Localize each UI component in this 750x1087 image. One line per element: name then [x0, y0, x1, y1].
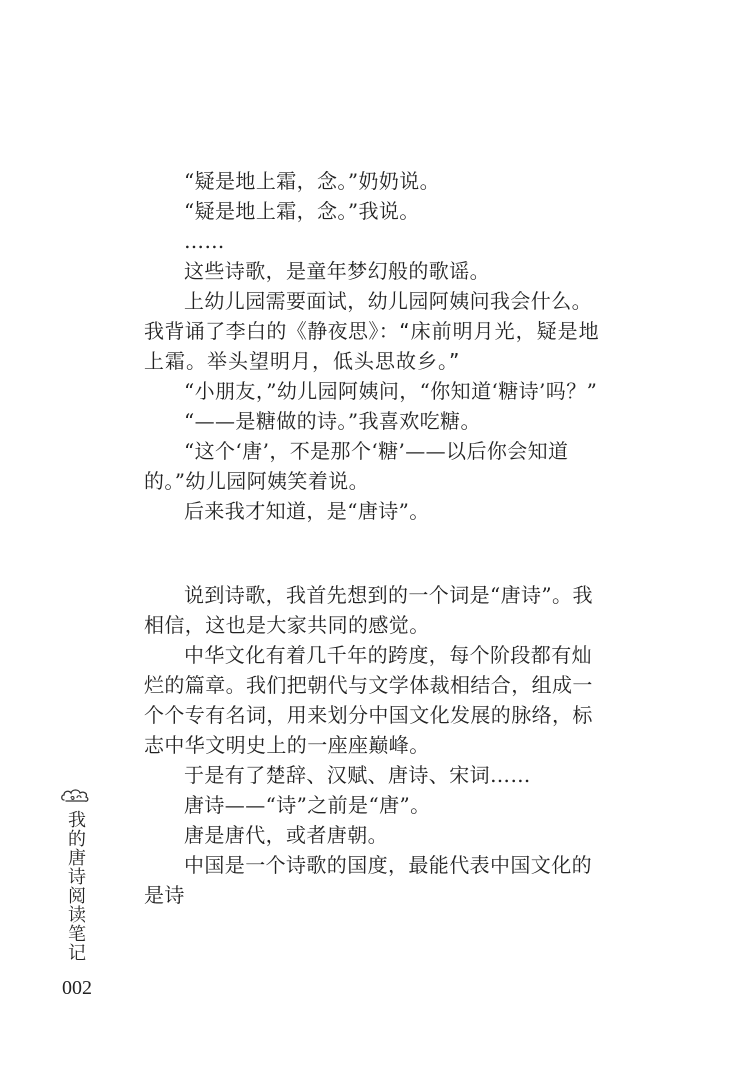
paragraph-with-poem [144, 286, 612, 376]
paragraph: “小朋友，”幼儿园阿姨问，“你知道‘糖诗’吗？” [184, 379, 598, 403]
paragraph: 后来我才知道，是“唐诗”。 [184, 499, 430, 523]
paragraph: 于是有了楚辞、汉赋、唐诗、宋词…… [184, 763, 531, 787]
page-number: 002 [62, 977, 92, 999]
paragraph: 唐诗——“诗”之前是“唐”。 [184, 793, 431, 817]
paragraph: “疑是地上霜，念。”我说。 [184, 199, 420, 223]
quoted-poem: “床前明月光，疑是地上霜。举头望明月，低头思故乡。” [144, 319, 600, 373]
paragraph: 中华文化有着几千年的跨度，每个阶段都有灿烂的篇章。我们把朝代与文学体裁相结合，组成一个个专有名词，用来划分中国文化发展的脉络，标志中华文明史上的一座座巅峰。 [144, 643, 593, 757]
paragraph: “疑是地上霜，念。”奶奶说。 [184, 169, 441, 193]
cloud-scroll-icon [60, 788, 90, 804]
paragraph: “这个‘唐’，不是那个‘糖’——以后你会知道的。”幼儿园阿姨笑着说。 [144, 439, 569, 493]
running-header [58, 788, 94, 962]
paragraph: 说到诗歌，我首先想到的一个词是“唐诗”。我相信，这也是大家共同的感觉。 [144, 583, 593, 637]
paragraph: 唐是唐代，或者唐朝。 [184, 823, 388, 847]
paragraph-lead-text: 上幼儿园需要面试，幼儿园阿姨问我会什么。我背诵了李白的《静夜思》： [144, 289, 592, 343]
book-title: 我的唐诗阅读笔记 [65, 810, 86, 962]
paragraph: “——是糖做的诗。”我喜欢吃糖。 [184, 409, 481, 433]
section-two [144, 580, 612, 910]
paragraph: 这些诗歌，是童年梦幻般的歌谣。 [184, 259, 490, 283]
ellipsis-line: …… [184, 229, 225, 253]
section-one [144, 166, 612, 526]
paragraph: 中国是一个诗歌的国度，最能代表中国文化的是诗 [144, 853, 592, 907]
